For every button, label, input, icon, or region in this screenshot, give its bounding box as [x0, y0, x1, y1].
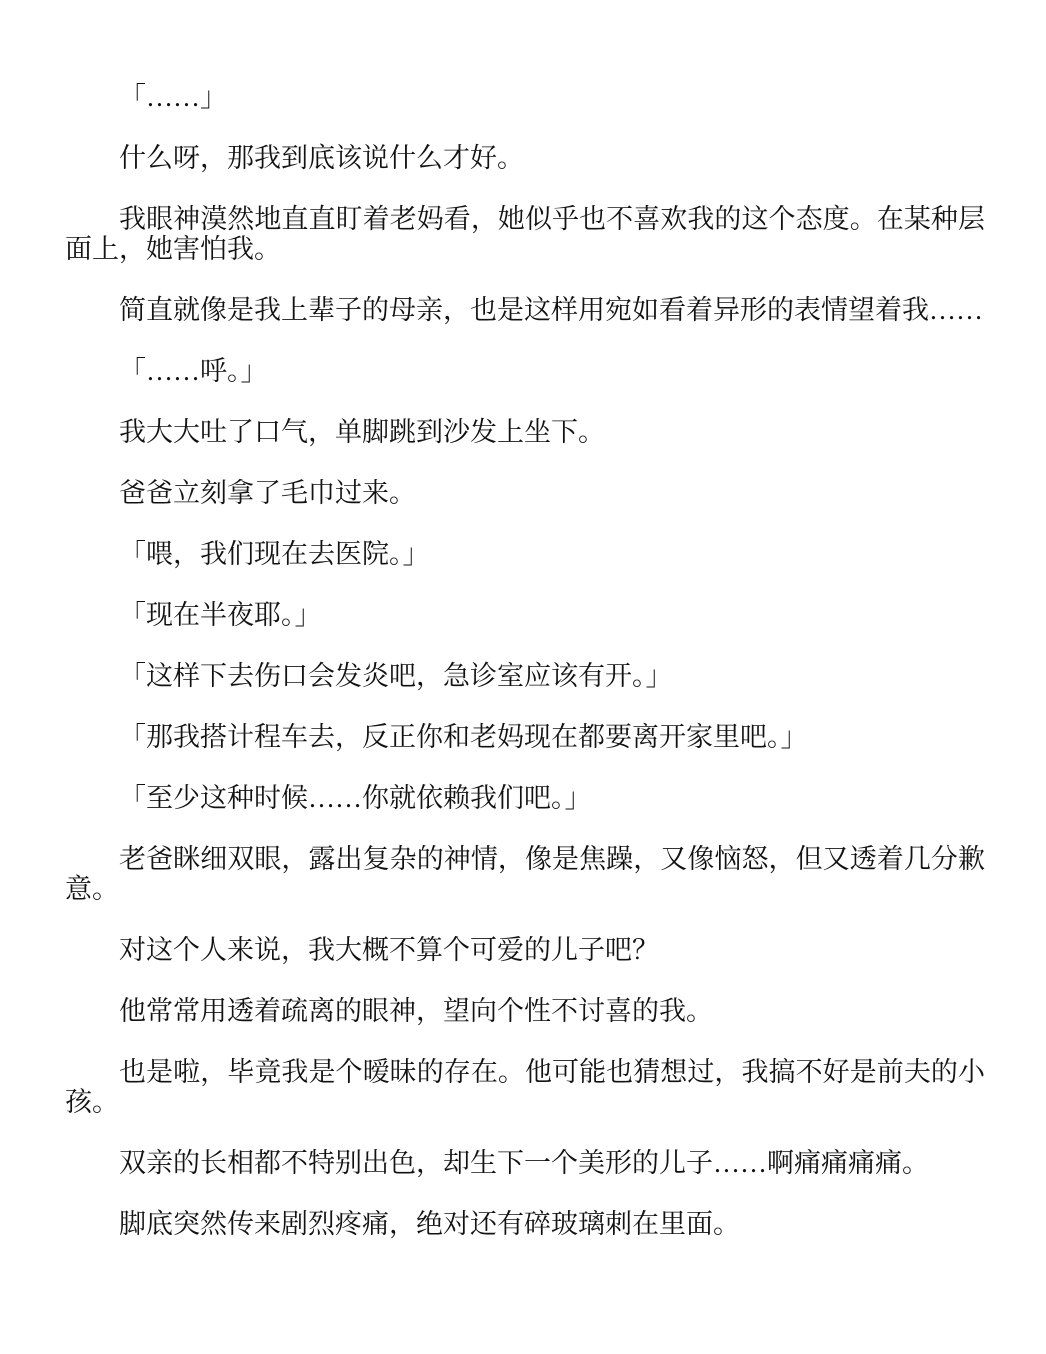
- paragraph: 「至少这种时候……你就依赖我们吧。」: [119, 783, 592, 813]
- paragraph: 我眼神漠然地直直盯着老妈看，她似乎也不喜欢我的这个态度。在某种层面上，她害怕我。: [65, 204, 985, 264]
- paragraph: 「现在半夜耶。」: [119, 600, 322, 630]
- paragraph: 「这样下去伤口会发炎吧，急诊室应该有开。」: [119, 661, 673, 691]
- paragraph: 也是啦，毕竟我是个暧昧的存在。他可能也猜想过，我搞不好是前夫的小孩。: [65, 1057, 985, 1117]
- paragraph: 对这个人来说，我大概不算个可爱的儿子吧？: [119, 935, 659, 965]
- paragraph: 什么呀，那我到底该说什么才好。: [119, 143, 524, 173]
- paragraph: 「喂，我们现在去医院。」: [119, 539, 430, 569]
- paragraph: 「那我搭计程车去，反正你和老妈现在都要离开家里吧。」: [119, 722, 808, 752]
- paragraph: 爸爸立刻拿了毛巾过来。: [119, 478, 416, 508]
- paragraph: 简直就像是我上辈子的母亲，也是这样用宛如看着异形的表情望着我……: [119, 295, 983, 325]
- paragraph: 「……」: [119, 82, 227, 112]
- paragraph: 双亲的长相都不特别出色，却生下一个美形的儿子……啊痛痛痛痛。: [119, 1148, 929, 1178]
- paragraph: 脚底突然传来剧烈疼痛，绝对还有碎玻璃刺在里面。: [119, 1209, 740, 1239]
- paragraph: 老爸眯细双眼，露出复杂的神情，像是焦躁，又像恼怒，但又透着几分歉意。: [65, 844, 985, 904]
- paragraph: 我大大吐了口气，单脚跳到沙发上坐下。: [119, 417, 605, 447]
- paragraph: 「……呼。」: [119, 356, 268, 386]
- paragraph-list: [65, 82, 985, 1239]
- paragraph: 他常常用透着疏离的眼神，望向个性不讨喜的我。: [119, 996, 713, 1026]
